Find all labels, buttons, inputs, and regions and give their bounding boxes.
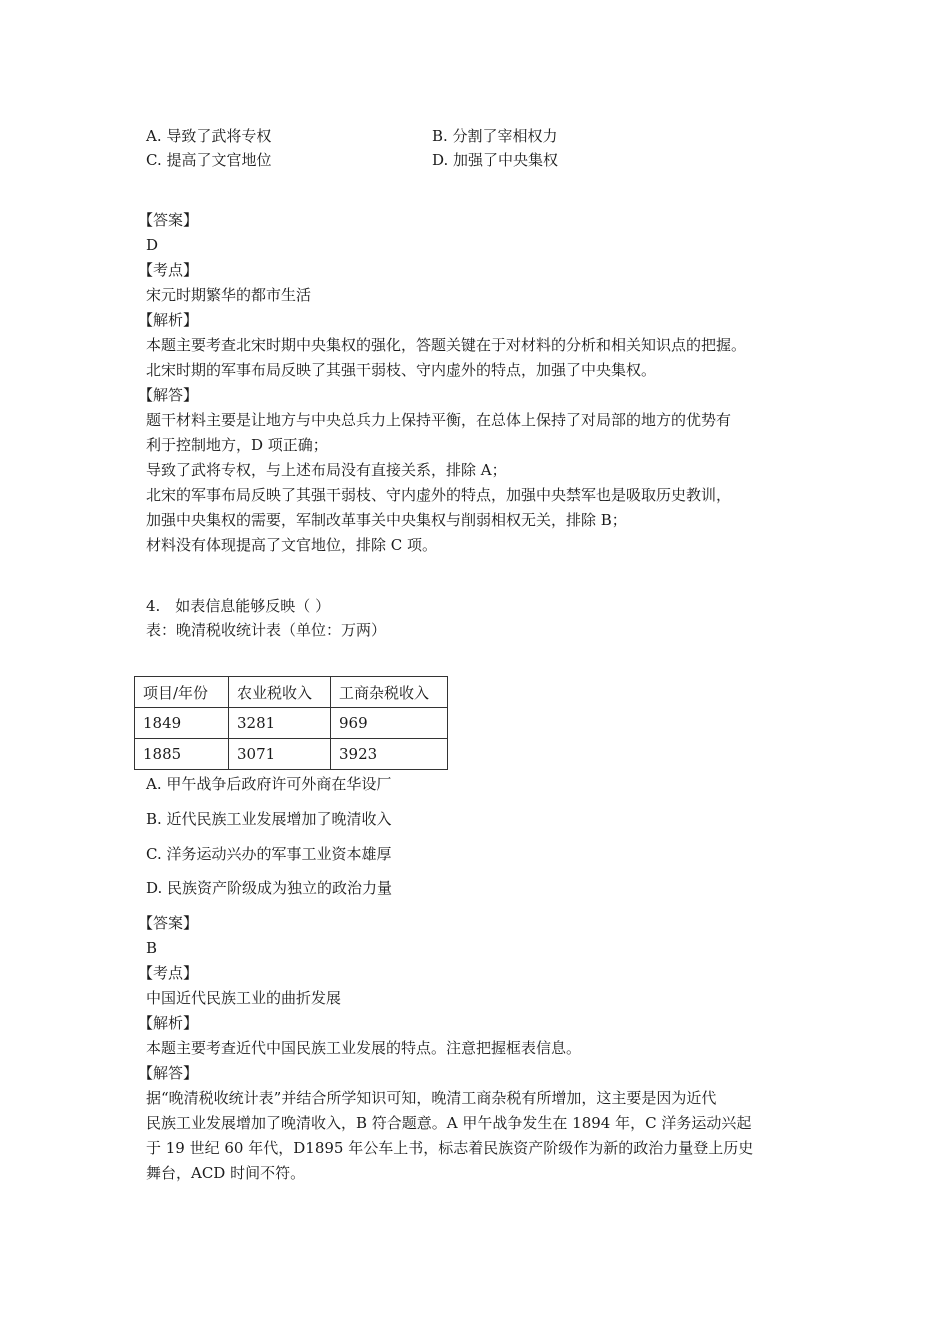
tax-table [134,676,448,770]
q4-jieda-label: 【解答】 [138,1064,199,1082]
table-header-cell: 项目/年份 [135,677,229,708]
q3-kaodian-label: 【考点】 [138,261,199,279]
q3-option-b: B. 分割了宰相权力 [432,127,558,145]
q4-answer-label: 【答案】 [138,914,199,932]
table-header-row [135,677,448,708]
table-cell: 3281 [229,708,331,739]
table-cell: 3071 [229,739,331,770]
q3-jieda-line: 北宋的军事布局反映了其强干弱枝、守内虚外的特点，加强中央禁军也是吸取历史教训， [146,486,732,504]
q4-kaodian: 中国近代民族工业的曲折发展 [146,989,342,1007]
q4-kaodian-label: 【考点】 [138,964,199,982]
q4-answer: B [146,939,158,957]
q3-option-d: D. 加强了中央集权 [432,151,559,169]
q3-jieda-line: 加强中央集权的需要，军制改革事关中央集权与削弱相权无关，排除 B； [146,511,627,529]
q3-answer-label: 【答案】 [138,211,199,229]
q4-jieda-line: 据“晚清税收统计表”并结合所学知识可知，晚清工商杂税有所增加，这主要是因为近代 [146,1089,717,1107]
table-header-cell: 工商杂税收入 [331,677,448,708]
q3-jiexi-line: 北宋时期的军事布局反映了其强干弱枝、守内虚外的特点，加强了中央集权。 [146,361,657,379]
q4-table-caption: 表：晚清税收统计表（单位：万两） [146,621,387,639]
table-cell: 1885 [135,739,229,770]
table-header-cell: 农业税收入 [229,677,331,708]
q3-jieda-line: 题干材料主要是让地方与中央总兵力上保持平衡，在总体上保持了对局部的地方的优势有 [146,411,732,429]
table-cell: 1849 [135,708,229,739]
table-row [135,708,448,739]
q3-jiexi-line: 本题主要考查北宋时期中央集权的强化，答题关键在于对材料的分析和相关知识点的把握。 [146,336,747,354]
q3-kaodian: 宋元时期繁华的都市生活 [146,286,312,304]
q4-option-c: C. 洋务运动兴办的军事工业资本雄厚 [146,845,392,863]
q4-jiexi-label: 【解析】 [138,1014,199,1032]
q3-option-a: A. 导致了武将专权 [146,127,272,145]
q3-jieda-line: 导致了武将专权，与上述布局没有直接关系，排除 A； [146,461,507,479]
q3-option-c: C. 提高了文官地位 [146,151,272,169]
q4-stem: 4. 如表信息能够反映（ ） [146,597,331,615]
q4-jiexi-line: 本题主要考查近代中国民族工业发展的特点。注意把握框表信息。 [146,1039,582,1057]
table-cell: 969 [331,708,448,739]
q4-jieda-line: 舞台，ACD 时间不符。 [146,1164,306,1182]
table-cell: 3923 [331,739,448,770]
q4-jieda-line: 民族工业发展增加了晚清收入，B 符合题意。A 甲午战争发生在 1894 年，C 洋务运动兴起 [146,1114,752,1132]
table-row [135,739,448,770]
q3-jieda-line: 利于控制地方，D 项正确； [146,436,328,454]
q4-option-a: A. 甲午战争后政府许可外商在华设厂 [146,775,392,793]
q3-jieda-line: 材料没有体现提高了文官地位，排除 C 项。 [146,536,438,554]
q4-option-b: B. 近代民族工业发展增加了晚清收入 [146,810,392,828]
q3-answer: D [146,236,159,254]
q4-jieda-line: 于 19 世纪 60 年代，D1895 年公车上书，标志着民族资产阶级作为新的政治力量登上历史 [146,1139,754,1157]
q3-jieda-label: 【解答】 [138,386,199,404]
q3-jiexi-label: 【解析】 [138,311,199,329]
q4-option-d: D. 民族资产阶级成为独立的政治力量 [146,879,393,897]
